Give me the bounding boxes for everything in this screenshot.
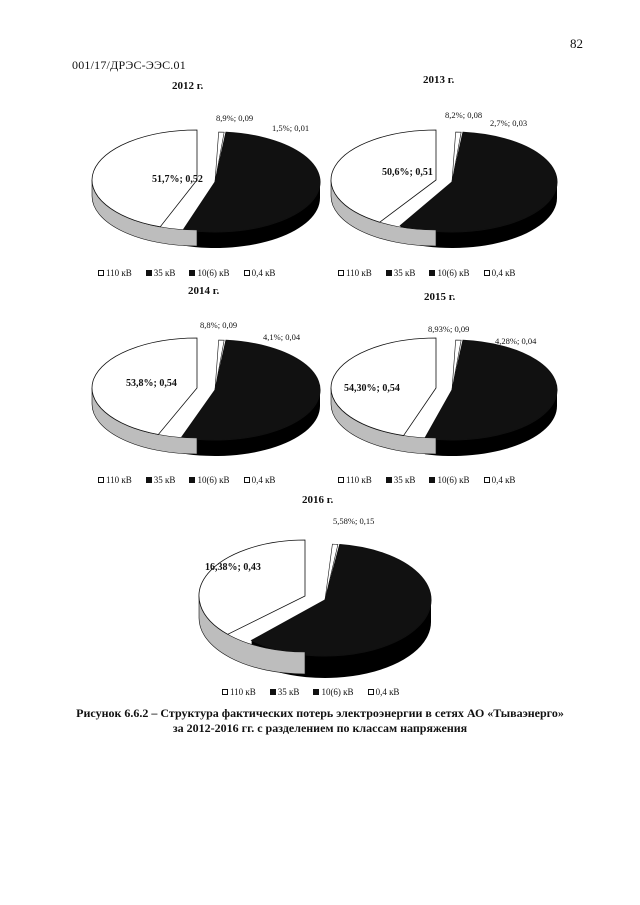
legend-label: 0,4 кВ <box>251 475 276 485</box>
legend-2015 <box>338 475 515 485</box>
legend-item <box>386 268 416 278</box>
pie-data-label: 8,93%; 0,09 <box>428 324 470 334</box>
legend-item <box>146 268 176 278</box>
legend-label: 10(6) кВ <box>197 268 230 278</box>
legend-label: 110 кВ <box>106 268 132 278</box>
pie-chart-2013 <box>330 110 575 260</box>
pie-slice-light-group <box>331 338 436 454</box>
legend-swatch-04kv <box>484 477 490 483</box>
legend-swatch-110kv <box>222 689 228 695</box>
legend-label: 10(6) кВ <box>437 268 470 278</box>
legend-swatch-110kv <box>98 270 104 276</box>
pie-data-label: 16,38%; 0,43 <box>205 562 261 573</box>
legend-item <box>484 475 516 485</box>
legend-label: 0,4 кВ <box>491 475 516 485</box>
legend-item <box>484 268 516 278</box>
legend-swatch-110kv <box>98 477 104 483</box>
pie-chart-2015 <box>330 318 575 468</box>
legend-label: 35 кВ <box>393 268 416 278</box>
legend-item <box>313 687 353 697</box>
legend-item <box>98 475 132 485</box>
legend-swatch-35kv <box>386 477 392 483</box>
legend-swatch-04kv <box>244 270 250 276</box>
pie-data-label: 4,1%; 0,04 <box>263 332 301 342</box>
legend-swatch-10kv <box>429 477 435 483</box>
legend-label: 35 кВ <box>393 475 416 485</box>
pie-data-label: 51,7%; 0,52 <box>152 174 203 185</box>
pie-data-label: 54,30%; 0,54 <box>344 383 400 394</box>
chart-title-2012: 2012 г. <box>172 80 204 92</box>
legend-swatch-10kv <box>189 270 195 276</box>
pie-chart-2016 <box>195 512 450 677</box>
pie-data-label: 2,7%; 0,03 <box>490 118 528 128</box>
legend-swatch-110kv <box>338 477 344 483</box>
chart-title-2014: 2014 г. <box>188 285 220 297</box>
legend-item <box>189 268 229 278</box>
chart-title-2013: 2013 г. <box>423 74 455 86</box>
legend-label: 0,4 кВ <box>491 268 516 278</box>
legend-item <box>98 268 132 278</box>
legend-label: 35 кВ <box>277 687 300 697</box>
legend-swatch-04kv <box>244 477 250 483</box>
legend-label: 110 кВ <box>346 268 372 278</box>
document-code: 001/17/ДРЭС-ЭЭС.01 <box>72 58 186 72</box>
pie-chart-2012 <box>90 110 335 260</box>
legend-item <box>244 475 276 485</box>
figure-caption-line2: за 2012-2016 гг. с разделением по классам напряжения <box>172 721 468 735</box>
legend-label: 0,4 кВ <box>375 687 400 697</box>
legend-label: 10(6) кВ <box>437 475 470 485</box>
pie-data-label: 5,58%; 0,15 <box>333 516 375 526</box>
legend-label: 110 кВ <box>346 475 372 485</box>
pie-data-label: 53,8%; 0,54 <box>126 378 177 389</box>
legend-label: 10(6) кВ <box>197 475 230 485</box>
legend-swatch-35kv <box>270 689 276 695</box>
pie-data-label: 50,6%; 0,51 <box>382 167 433 178</box>
legend-label: 10(6) кВ <box>321 687 354 697</box>
legend-2014 <box>98 475 275 485</box>
figure-caption-line1: Рисунок 6.6.2 – Структура фактических потерь электроэнергии в сетях АО «Тываэнерго» <box>76 706 564 720</box>
legend-swatch-10kv <box>429 270 435 276</box>
pie-slice-light-group <box>92 338 197 454</box>
legend-item <box>429 268 469 278</box>
legend-swatch-04kv <box>484 270 490 276</box>
pie-data-label: 8,2%; 0,08 <box>445 110 483 120</box>
legend-item <box>189 475 229 485</box>
legend-label: 0,4 кВ <box>251 268 276 278</box>
legend-item <box>146 475 176 485</box>
legend-swatch-10kv <box>313 689 319 695</box>
pie-data-label: 8,8%; 0,09 <box>200 320 238 330</box>
legend-label: 110 кВ <box>230 687 256 697</box>
legend-swatch-35kv <box>386 270 392 276</box>
legend-label: 35 кВ <box>153 475 176 485</box>
pie-data-label: 8,9%; 0,09 <box>216 113 254 123</box>
chart-title-2015: 2015 г. <box>424 291 456 303</box>
legend-item <box>338 268 372 278</box>
legend-swatch-110kv <box>338 270 344 276</box>
pie-data-label: 1,5%; 0,01 <box>272 123 310 133</box>
legend-2012 <box>98 268 275 278</box>
page-number: 82 <box>570 36 583 51</box>
legend-item <box>244 268 276 278</box>
legend-item <box>429 475 469 485</box>
legend-item <box>270 687 300 697</box>
pie-slice-light-group <box>92 130 197 246</box>
legend-swatch-35kv <box>146 270 152 276</box>
pie-chart-2014 <box>90 318 335 468</box>
legend-swatch-04kv <box>368 689 374 695</box>
legend-label: 110 кВ <box>106 475 132 485</box>
legend-label: 35 кВ <box>153 268 176 278</box>
pie-data-label: 4,28%; 0,04 <box>495 336 537 346</box>
legend-2016 <box>222 687 399 697</box>
chart-title-2016: 2016 г. <box>302 494 334 506</box>
legend-item <box>368 687 400 697</box>
pie-slice-light-group <box>199 540 305 674</box>
legend-swatch-35kv <box>146 477 152 483</box>
legend-item <box>386 475 416 485</box>
legend-2013 <box>338 268 515 278</box>
legend-swatch-10kv <box>189 477 195 483</box>
legend-item <box>222 687 256 697</box>
legend-item <box>338 475 372 485</box>
